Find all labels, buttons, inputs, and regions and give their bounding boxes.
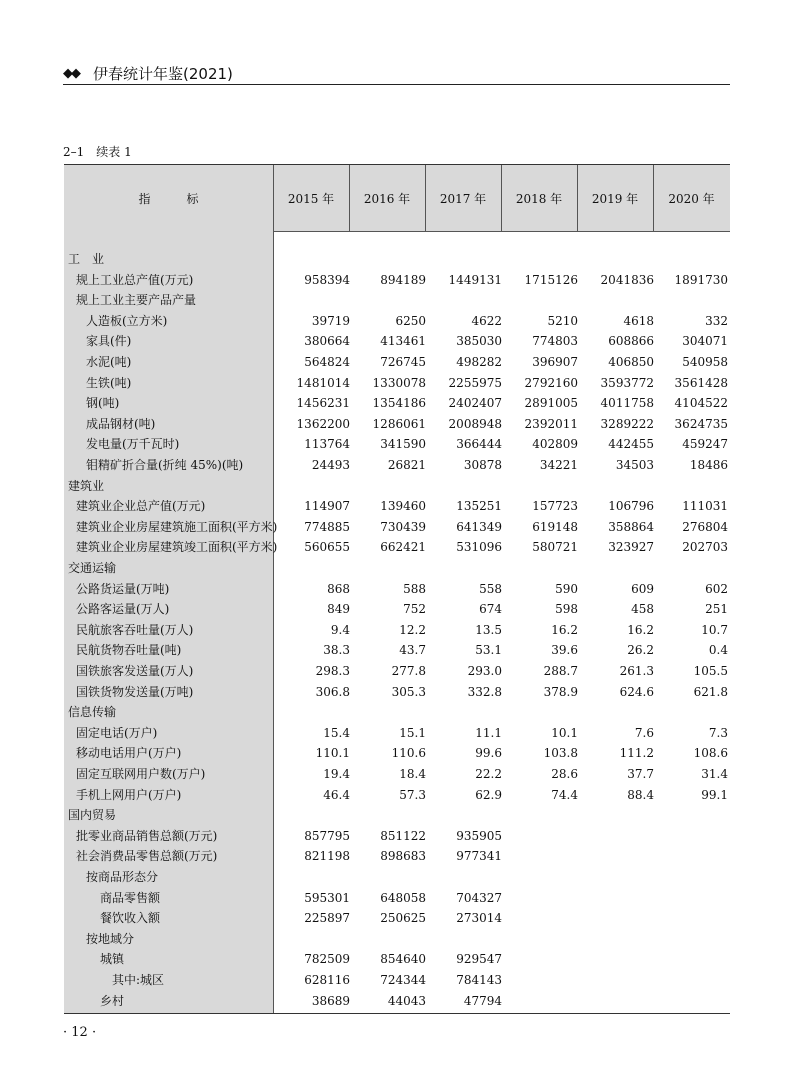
row-value: 704327 bbox=[456, 890, 502, 905]
table-row bbox=[64, 496, 730, 517]
row-value: 385030 bbox=[456, 334, 502, 349]
row-value: 38.3 bbox=[323, 643, 350, 658]
row-value: 88.4 bbox=[627, 787, 654, 802]
row-value: 564824 bbox=[304, 355, 350, 369]
table-row bbox=[64, 888, 730, 909]
row-label: 成品钢材(吨) bbox=[86, 416, 156, 431]
row-label: 移动电话用户(万户) bbox=[76, 746, 182, 761]
row-value: 111.2 bbox=[619, 746, 654, 761]
row-value: 105.5 bbox=[693, 664, 728, 678]
table-row bbox=[64, 661, 730, 682]
row-value: 106796 bbox=[608, 499, 654, 514]
row-value: 1362200 bbox=[296, 416, 350, 431]
row-value: 898683 bbox=[380, 849, 426, 864]
row-value: 849 bbox=[327, 602, 350, 617]
row-label: 国内贸易 bbox=[68, 808, 117, 823]
row-label: 交通运输 bbox=[68, 561, 117, 575]
row-value: 332.8 bbox=[467, 684, 502, 699]
row-value: 977341 bbox=[456, 849, 502, 864]
row-label: 发电量(万千瓦时) bbox=[86, 437, 180, 452]
row-value: 674 bbox=[479, 602, 502, 617]
table-row bbox=[64, 702, 730, 723]
row-value: 857795 bbox=[304, 828, 350, 843]
row-value: 38689 bbox=[311, 993, 350, 1008]
row-value: 894189 bbox=[380, 272, 426, 287]
table-row bbox=[64, 949, 730, 970]
row-label: 固定互联网用户数(万户) bbox=[76, 767, 206, 781]
table-row bbox=[64, 517, 730, 538]
row-value: 293.0 bbox=[467, 664, 502, 678]
row-value: 1456231 bbox=[296, 396, 350, 411]
row-value: 13.5 bbox=[475, 622, 502, 637]
row-label: 钢(吨) bbox=[86, 396, 120, 411]
row-value: 1891730 bbox=[674, 272, 728, 287]
row-label: 固定电话(万户) bbox=[76, 725, 158, 740]
row-value: 3624735 bbox=[674, 416, 728, 431]
row-value: 332 bbox=[705, 313, 728, 328]
row-value: 662421 bbox=[380, 540, 426, 555]
row-value: 2392011 bbox=[524, 416, 578, 431]
row-value: 782509 bbox=[304, 952, 350, 967]
row-value: 31.4 bbox=[701, 767, 728, 781]
table-row bbox=[64, 414, 730, 435]
row-value: 624.6 bbox=[619, 684, 654, 699]
row-label: 乡村 bbox=[100, 993, 125, 1008]
row-value: 402809 bbox=[532, 437, 578, 452]
row-value: 580721 bbox=[532, 540, 578, 555]
row-label: 人造板(立方米) bbox=[86, 313, 168, 328]
table-row bbox=[64, 682, 730, 703]
row-value: 2792160 bbox=[524, 375, 578, 390]
row-value: 9.4 bbox=[330, 622, 350, 637]
table-row bbox=[64, 249, 730, 270]
row-value: 44043 bbox=[387, 993, 426, 1008]
row-label: 民航货物吞吐量(吨) bbox=[76, 643, 182, 658]
row-value: 62.9 bbox=[475, 787, 502, 802]
year-header-2016: 2016 年 bbox=[363, 191, 411, 206]
header-divider bbox=[273, 165, 274, 231]
year-header-2020: 2020 年 bbox=[668, 191, 715, 206]
row-value: 39719 bbox=[311, 313, 350, 328]
row-value: 868 bbox=[327, 581, 350, 596]
row-value: 113764 bbox=[304, 437, 350, 452]
row-value: 157723 bbox=[532, 499, 578, 514]
header-divider bbox=[425, 165, 426, 231]
row-value: 935905 bbox=[456, 828, 502, 843]
row-value: 609 bbox=[631, 581, 654, 596]
yearbook-title: 伊春统计年鉴(2021) bbox=[93, 65, 233, 83]
row-value: 2008948 bbox=[448, 416, 502, 431]
row-value: 726745 bbox=[380, 355, 426, 369]
row-value: 110.1 bbox=[315, 746, 350, 761]
row-value: 648058 bbox=[380, 890, 426, 905]
row-value: 46.4 bbox=[323, 787, 350, 802]
diamond-icon: ◆◆ bbox=[63, 66, 79, 81]
row-value: 413461 bbox=[380, 334, 426, 349]
row-value: 821198 bbox=[304, 849, 350, 864]
row-value: 250625 bbox=[380, 911, 426, 926]
row-value: 341590 bbox=[380, 437, 426, 452]
table-row bbox=[64, 331, 730, 352]
row-value: 6250 bbox=[395, 313, 426, 328]
row-value: 621.8 bbox=[693, 684, 728, 699]
table-row bbox=[64, 311, 730, 332]
row-label: 规上工业主要产品产量 bbox=[76, 293, 197, 308]
row-value: 4622 bbox=[471, 313, 502, 328]
row-value: 276804 bbox=[682, 519, 728, 534]
table-label: 2–1 续表 1 bbox=[63, 145, 132, 159]
table-row bbox=[64, 620, 730, 641]
row-value: 103.8 bbox=[543, 746, 578, 761]
row-label: 生铁(吨) bbox=[86, 375, 132, 390]
table-row bbox=[64, 764, 730, 785]
row-value: 26.2 bbox=[627, 643, 654, 658]
row-value: 958394 bbox=[304, 272, 350, 287]
indicator-header: 指 标 bbox=[138, 191, 199, 206]
row-value: 225897 bbox=[304, 911, 350, 926]
row-value: 531096 bbox=[456, 540, 502, 555]
row-value: 590 bbox=[555, 581, 578, 596]
year-header-2019: 2019 年 bbox=[591, 191, 639, 206]
row-value: 111031 bbox=[682, 499, 728, 514]
table-row bbox=[64, 579, 730, 600]
statistics-table bbox=[64, 164, 730, 1014]
row-value: 18.4 bbox=[399, 767, 426, 781]
row-value: 12.2 bbox=[399, 622, 426, 637]
row-value: 784143 bbox=[456, 973, 502, 987]
year-header-2018: 2018 年 bbox=[515, 191, 563, 206]
row-value: 261.3 bbox=[619, 664, 654, 678]
row-value: 298.3 bbox=[315, 664, 350, 678]
row-value: 11.1 bbox=[475, 725, 502, 740]
row-value: 323927 bbox=[608, 540, 654, 555]
row-value: 4011758 bbox=[600, 396, 654, 411]
row-value: 306.8 bbox=[315, 684, 350, 699]
row-value: 108.6 bbox=[693, 746, 728, 761]
row-value: 752 bbox=[403, 602, 426, 617]
row-value: 854640 bbox=[380, 952, 426, 967]
row-label: 公路货运量(万吨) bbox=[76, 581, 170, 596]
row-value: 498282 bbox=[456, 355, 502, 369]
row-label: 建筑业企业总产值(万元) bbox=[76, 499, 206, 514]
row-value: 277.8 bbox=[391, 664, 426, 678]
table-row bbox=[64, 373, 730, 394]
row-value: 110.6 bbox=[391, 746, 426, 761]
row-value: 1330078 bbox=[372, 375, 426, 390]
row-value: 1481014 bbox=[296, 375, 350, 390]
row-value: 1286061 bbox=[372, 416, 426, 431]
row-label: 工 业 bbox=[68, 252, 105, 266]
table-row bbox=[64, 826, 730, 847]
table-row bbox=[64, 476, 730, 497]
row-value: 114907 bbox=[304, 499, 350, 514]
row-value: 4618 bbox=[623, 313, 654, 328]
row-value: 99.1 bbox=[701, 787, 728, 802]
row-label: 国铁旅客发送量(万人) bbox=[76, 664, 194, 678]
row-value: 34503 bbox=[615, 458, 654, 472]
table-row bbox=[64, 290, 730, 311]
row-value: 458 bbox=[631, 602, 654, 617]
row-value: 22.2 bbox=[475, 767, 502, 781]
row-value: 380664 bbox=[304, 334, 350, 349]
row-value: 10.1 bbox=[551, 725, 578, 740]
table-row bbox=[64, 867, 730, 888]
row-value: 2255975 bbox=[448, 375, 502, 390]
row-value: 53.1 bbox=[475, 643, 502, 658]
row-value: 18486 bbox=[689, 458, 728, 472]
row-value: 588 bbox=[403, 581, 426, 596]
row-label: 公路客运量(万人) bbox=[76, 602, 170, 617]
row-value: 57.3 bbox=[399, 787, 426, 802]
row-value: 1715126 bbox=[524, 272, 578, 287]
header-divider bbox=[653, 165, 654, 231]
row-value: 459247 bbox=[682, 437, 728, 452]
table-row bbox=[64, 393, 730, 414]
row-label: 按商品形态分 bbox=[86, 870, 159, 884]
row-label: 商品零售额 bbox=[100, 890, 161, 905]
row-value: 30878 bbox=[463, 458, 502, 472]
row-value: 19.4 bbox=[323, 767, 350, 781]
row-value: 378.9 bbox=[543, 684, 578, 699]
row-label: 民航旅客吞吐量(万人) bbox=[76, 622, 194, 637]
row-value: 595301 bbox=[304, 890, 350, 905]
row-value: 602 bbox=[705, 581, 728, 596]
row-value: 608866 bbox=[608, 334, 654, 349]
table-header bbox=[64, 165, 730, 232]
table-row bbox=[64, 929, 730, 950]
row-value: 5210 bbox=[547, 313, 578, 328]
row-value: 0.4 bbox=[708, 643, 728, 658]
row-value: 273014 bbox=[456, 911, 502, 926]
row-value: 558 bbox=[479, 581, 502, 596]
row-value: 4104522 bbox=[674, 396, 728, 411]
row-value: 628116 bbox=[304, 973, 350, 987]
row-value: 396907 bbox=[532, 355, 578, 369]
row-value: 2041836 bbox=[600, 272, 654, 287]
row-value: 99.6 bbox=[475, 746, 502, 761]
row-value: 442455 bbox=[608, 437, 654, 452]
row-value: 37.7 bbox=[627, 767, 654, 781]
row-label: 信息传输 bbox=[68, 705, 117, 720]
row-value: 2402407 bbox=[448, 396, 502, 411]
row-value: 730439 bbox=[380, 519, 426, 534]
row-value: 304071 bbox=[682, 334, 728, 349]
row-value: 251 bbox=[705, 602, 728, 617]
row-value: 288.7 bbox=[543, 664, 578, 678]
row-label: 国铁货物发送量(万吨) bbox=[76, 684, 194, 699]
table-row bbox=[64, 991, 730, 1012]
table-row bbox=[64, 537, 730, 558]
row-label: 建筑业企业房屋建筑施工面积(平方米) bbox=[76, 519, 278, 534]
row-value: 10.7 bbox=[701, 622, 728, 637]
row-value: 305.3 bbox=[391, 684, 426, 699]
row-value: 74.4 bbox=[551, 787, 578, 802]
row-value: 43.7 bbox=[399, 643, 426, 658]
table-row bbox=[64, 785, 730, 806]
table-row bbox=[64, 352, 730, 373]
row-value: 540958 bbox=[682, 355, 728, 369]
row-value: 358864 bbox=[608, 519, 654, 534]
page-header bbox=[63, 62, 730, 85]
year-header-2017: 2017 年 bbox=[439, 191, 487, 206]
row-label: 按地域分 bbox=[86, 931, 135, 946]
row-value: 24493 bbox=[311, 458, 350, 472]
row-value: 774803 bbox=[532, 334, 578, 349]
row-value: 7.6 bbox=[634, 725, 654, 740]
table-row bbox=[64, 270, 730, 291]
row-label: 规上工业总产值(万元) bbox=[76, 272, 194, 287]
row-label: 建筑业企业房屋建筑竣工面积(平方米) bbox=[76, 540, 278, 555]
row-value: 724344 bbox=[380, 973, 426, 987]
row-value: 135251 bbox=[456, 499, 502, 514]
row-value: 1449131 bbox=[448, 272, 502, 287]
header-divider bbox=[349, 165, 350, 231]
row-label: 水泥(吨) bbox=[86, 355, 132, 369]
header-divider bbox=[577, 165, 578, 231]
row-label: 城镇 bbox=[100, 952, 125, 967]
row-label: 建筑业 bbox=[68, 478, 105, 493]
row-value: 202703 bbox=[682, 540, 728, 555]
row-value: 641349 bbox=[456, 519, 502, 534]
row-value: 34221 bbox=[539, 458, 578, 472]
row-value: 26821 bbox=[387, 458, 426, 472]
row-value: 774885 bbox=[304, 519, 350, 534]
header-divider bbox=[501, 165, 502, 231]
row-value: 16.2 bbox=[627, 622, 654, 637]
table-row bbox=[64, 723, 730, 744]
page-number: · 12 · bbox=[63, 1025, 97, 1040]
row-value: 7.3 bbox=[708, 725, 728, 740]
row-value: 39.6 bbox=[551, 643, 578, 658]
row-label: 钼精矿折合量(折纯 45%)(吨) bbox=[86, 458, 244, 472]
row-value: 2891005 bbox=[524, 396, 578, 411]
row-value: 3561428 bbox=[674, 375, 728, 390]
table-row bbox=[64, 743, 730, 764]
row-label: 餐饮收入额 bbox=[100, 911, 161, 926]
row-value: 929547 bbox=[456, 952, 502, 967]
year-header-2015: 2015 年 bbox=[287, 191, 335, 206]
row-value: 560655 bbox=[304, 540, 350, 555]
row-value: 139460 bbox=[380, 499, 426, 514]
table-row bbox=[64, 455, 730, 476]
row-label: 批零业商品销售总额(万元) bbox=[76, 828, 218, 843]
row-label: 其中:城区 bbox=[112, 973, 165, 987]
table-row bbox=[64, 640, 730, 661]
table-row bbox=[64, 970, 730, 991]
row-value: 406850 bbox=[608, 355, 654, 369]
row-value: 1354186 bbox=[372, 396, 426, 411]
row-label: 社会消费品零售总额(万元) bbox=[76, 849, 218, 864]
row-label: 家具(件) bbox=[86, 334, 132, 349]
row-value: 16.2 bbox=[551, 622, 578, 637]
row-value: 366444 bbox=[456, 437, 502, 452]
row-value: 47794 bbox=[463, 993, 502, 1008]
table-row bbox=[64, 434, 730, 455]
row-value: 851122 bbox=[380, 828, 426, 843]
table-row bbox=[64, 846, 730, 867]
table-row bbox=[64, 908, 730, 929]
table-row bbox=[64, 558, 730, 579]
row-value: 598 bbox=[555, 602, 578, 617]
row-value: 15.1 bbox=[399, 725, 426, 740]
row-value: 28.6 bbox=[551, 767, 578, 781]
row-label: 手机上网用户(万户) bbox=[76, 787, 182, 802]
table-row bbox=[64, 599, 730, 620]
table-row bbox=[64, 805, 730, 826]
row-value: 15.4 bbox=[323, 725, 350, 740]
row-value: 619148 bbox=[532, 519, 578, 534]
row-value: 3593772 bbox=[600, 375, 654, 390]
row-value: 3289222 bbox=[600, 416, 654, 431]
